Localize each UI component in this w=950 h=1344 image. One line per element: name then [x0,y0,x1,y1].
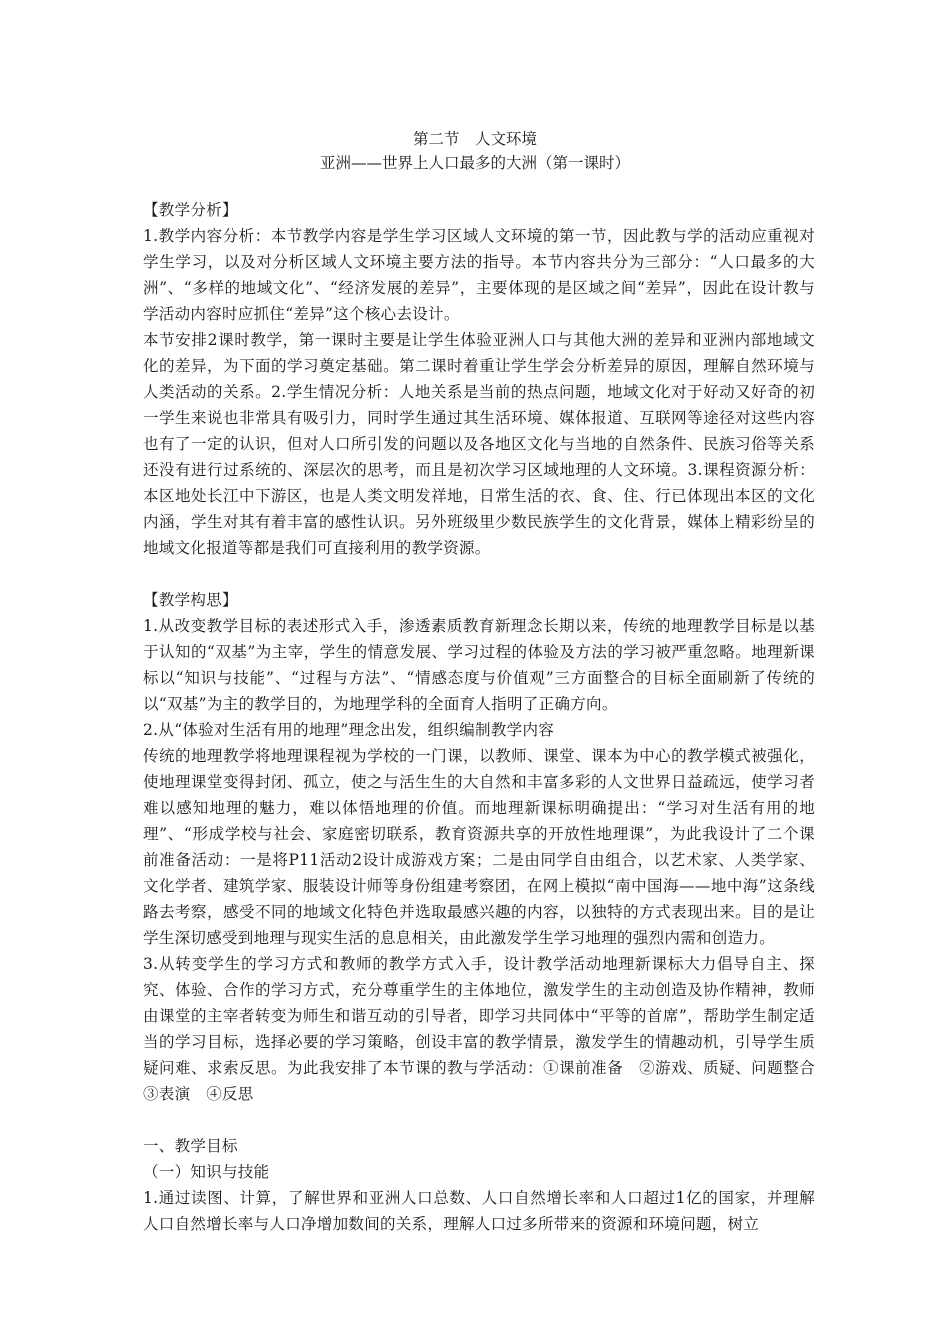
concept-paragraph-3: 传统的地理教学将地理课程视为学校的一门课，以教师、课堂、课本为中心的教学模式被强化，使地理课堂变得封闭、孤立，使之与活生生的大自然和丰富多彩的人文世界日益疏远，使学习者难以感知地理的魅力，难以体悟地理的价值。而地理新课标明确提出：“学习对生活有用的地理”、“形成学校与社会、家庭密切联系，教育资源共享的开放性地理课”，为此我设计了二个课前准备活动：一是将P11活动2设计成游戏方案；二是由同学自由组合，以艺术家、人类学家、文化学者、建筑学家、服装设计师等身份组建考察团，在网上模拟“南中国海——地中海”这条线路去考察，感受不同的地域文化特色并选取最感兴趣的内容，以独特的方式表现出来。目的是让学生深切感受到地理与现实生活的息息相关，由此激发学生学习地理的强烈内需和创造力。 [143,747,815,947]
analysis-paragraph-1: 1.教学内容分析：本节教学内容是学生学习区域人文环境的第一节，因此教与学的活动应重视对学生学习，以及对分析区域人文环境主要方法的指导。本节内容共分为三部分：“人口最多的大洲”、“多样的地域文化”、“经济发展的差异”，主要体现的是区域之间“差异”，因此在设计教与学活动内容时应抓住“差异”这个核心去设计。 [143,227,815,323]
spacer [143,561,815,587]
analysis-paragraph-2: 本节安排2课时教学，第一课时主要是让学生体验亚洲人口与其他大洲的差异和亚洲内部地域文化的差异，为下面的学习奠定基础。第二课时着重让学生学会分析差异的原因，理解自然环境与人类活动的关系。2.学生情况分析：人地关系是当前的热点问题，地域文化对于好动又好奇的初一学生来说也非常具有吸引力，同时学生通过其生活环境、媒体报道、互联网等途径对这些内容也有了一定的认识，但对人口所引发的问题以及各地区文化与当地的自然条件、民族习俗等关系还没有进行过系统的、深层次的思考，而且是初次学习区域地理的人文环境。3.课程资源分析：本区地处长江中下游区，也是人类文明发祥地，日常生活的衣、食、住、行已体现出本区的文化内涵，学生对其有着丰富的感性认识。另外班级里少数民族学生的文化背景，媒体上精彩纷呈的地域文化报道等都是我们可直接利用的教学资源。 [143,331,815,557]
analysis-heading: 【教学分析】 [143,201,238,219]
section-title: 第二节 人文环境 [412,130,537,148]
goals-paragraph-1: 1.通过读图、计算，了解世界和亚洲人口总数、人口自然增长率和人口超过1亿的国家，并理解人口自然增长率与人口净增加数间的关系，理解人口过多所带来的资源和环境问题，树立 [143,1189,815,1233]
lesson-subtitle: 亚洲——世界上人口最多的大洲（第一课时） [319,154,630,172]
goals-heading: 一、教学目标 [143,1137,238,1155]
document-body [143,197,831,1237]
goals-subheading: （一）知识与技能 [143,1163,270,1181]
concept-paragraph-1: 1.从改变教学目标的表述形式入手，渗透素质教育新理念长期以来，传统的地理教学目标是以基于认知的“双基”为主宰，学生的情意发展、学习过程的体验及方法的学习被严重忽略。地理新课标以“知识与技能”、“过程与方法”、“情感态度与价值观”三方面整合的目标全面刷新了传统的以“双基”为主的教学目的，为地理学科的全面育人指明了正确方向。 [143,617,815,713]
concept-paragraph-4: 3.从转变学生的学习方式和教师的教学方式入手，设计教学活动地理新课标大力倡导自主、探究、体验、合作的学习方式，充分尊重学生的主体地位，激发学生的主动创造及协作精神，教师由课堂的主宰者转变为师生和谐互动的引导者，即学习共同体中“平等的首席”，帮助学生制定适当的学习目标，选择必要的学习策略，创设丰富的教学情景，激发学生的情趣动机，引导学生质疑问难、求索反思。为此我安排了本节课的教与学活动：①课前准备 ②游戏、质疑、问题整合 ③表演 ④反思 [143,955,831,1103]
concept-paragraph-2: 2.从“体验对生活有用的地理”理念出发，组织编制教学内容 [143,721,555,739]
spacer [143,1107,815,1133]
concept-heading: 【教学构思】 [143,591,238,609]
